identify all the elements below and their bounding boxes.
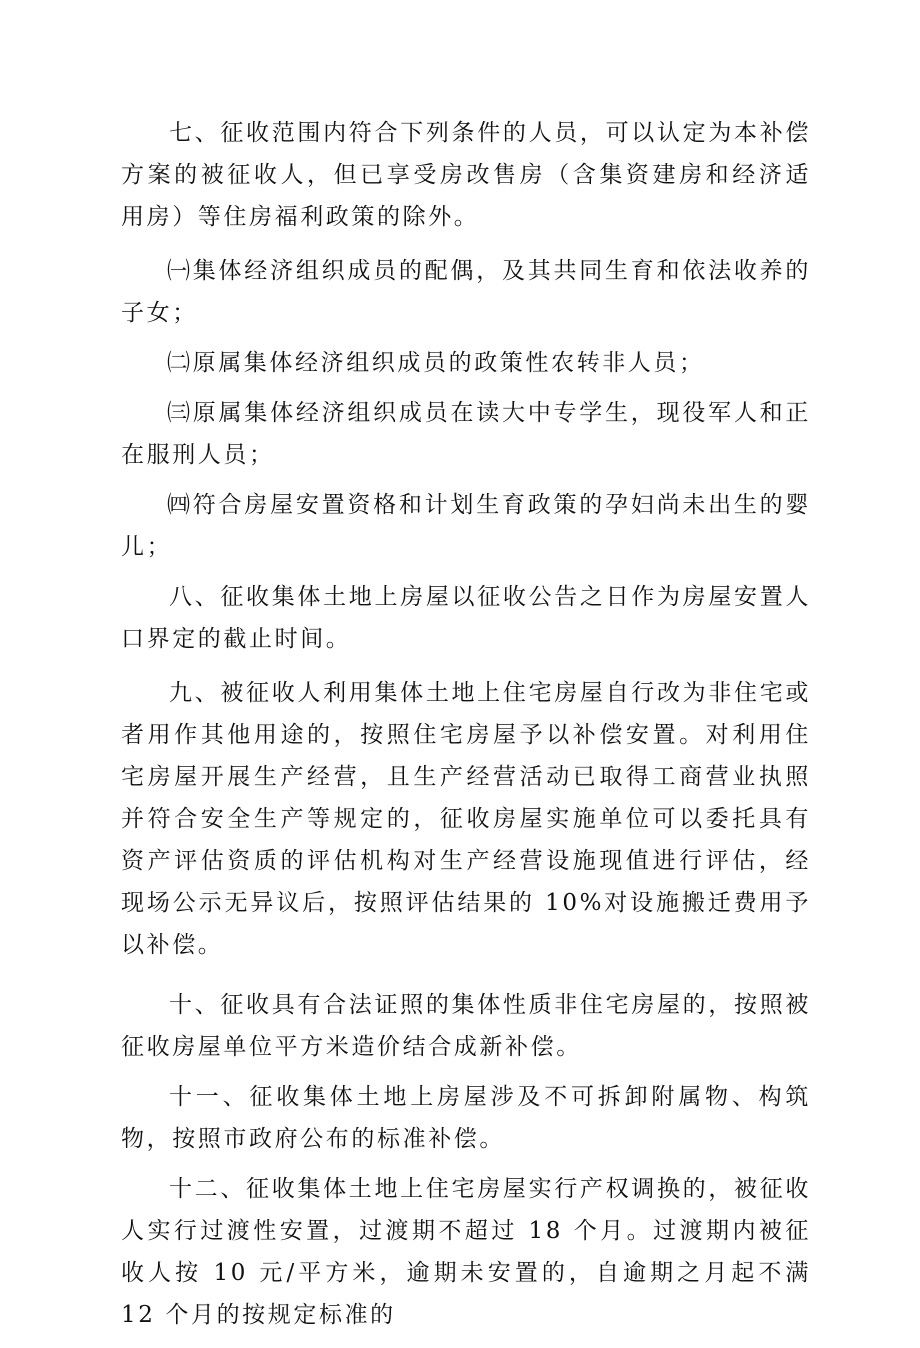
paragraph-article-7: 七、征收范围内符合下列条件的人员，可以认定为本补偿方案的被征收人，但已享受房改售房（含集资建房和经济适用房）等住房福利政策的除外。	[121, 120, 811, 230]
paragraph-article-9: 九、被征收人利用集体土地上住宅房屋自行改为非住宅或者用作其他用途的，按照住宅房屋予以补偿安置。对利用住宅房屋开展生产经营，且生产经营活动已取得工商营业执照并符合安全生产等规定的，征收房屋实施单位可以委托具有资产评估资质的评估机构对生产经营设施现值进行评估，经现场公示无异议后，按照评估结果的 10%对设施搬迁费用予以补偿。	[121, 680, 811, 958]
document-body	[121, 112, 811, 1348]
paragraph-article-10: 十、征收具有合法证照的集体性质非住宅房屋的，按照被征收房屋单位平方米造价结合成新补偿。	[121, 992, 811, 1060]
paragraph-article-8: 八、征收集体土地上房屋以征收公告之日作为房屋安置人口界定的截止时间。	[121, 584, 811, 652]
list-item-3: ㈢原属集体经济组织成员在读大中专学生，现役军人和正在服刑人员；	[121, 400, 811, 468]
list-item-2: ㈡原属集体经济组织成员的政策性农转非人员；	[167, 350, 705, 376]
list-item-4: ㈣符合房屋安置资格和计划生育政策的孕妇尚未出生的婴儿；	[121, 492, 811, 560]
paragraph-article-12: 十二、征收集体土地上住宅房屋实行产权调换的，被征收人实行过渡性安置，过渡期不超过 18 个月。过渡期内被征收人按 10 元/平方米，逾期未安置的，自逾期之月起不满 12 个月的按规定标准的	[121, 1176, 811, 1328]
list-item-1: ㈠集体经济组织成员的配偶，及其共同生育和依法收养的子女；	[121, 258, 811, 326]
paragraph-article-11: 十一、征收集体土地上房屋涉及不可拆卸附属物、构筑物，按照市政府公布的标准补偿。	[121, 1084, 811, 1152]
